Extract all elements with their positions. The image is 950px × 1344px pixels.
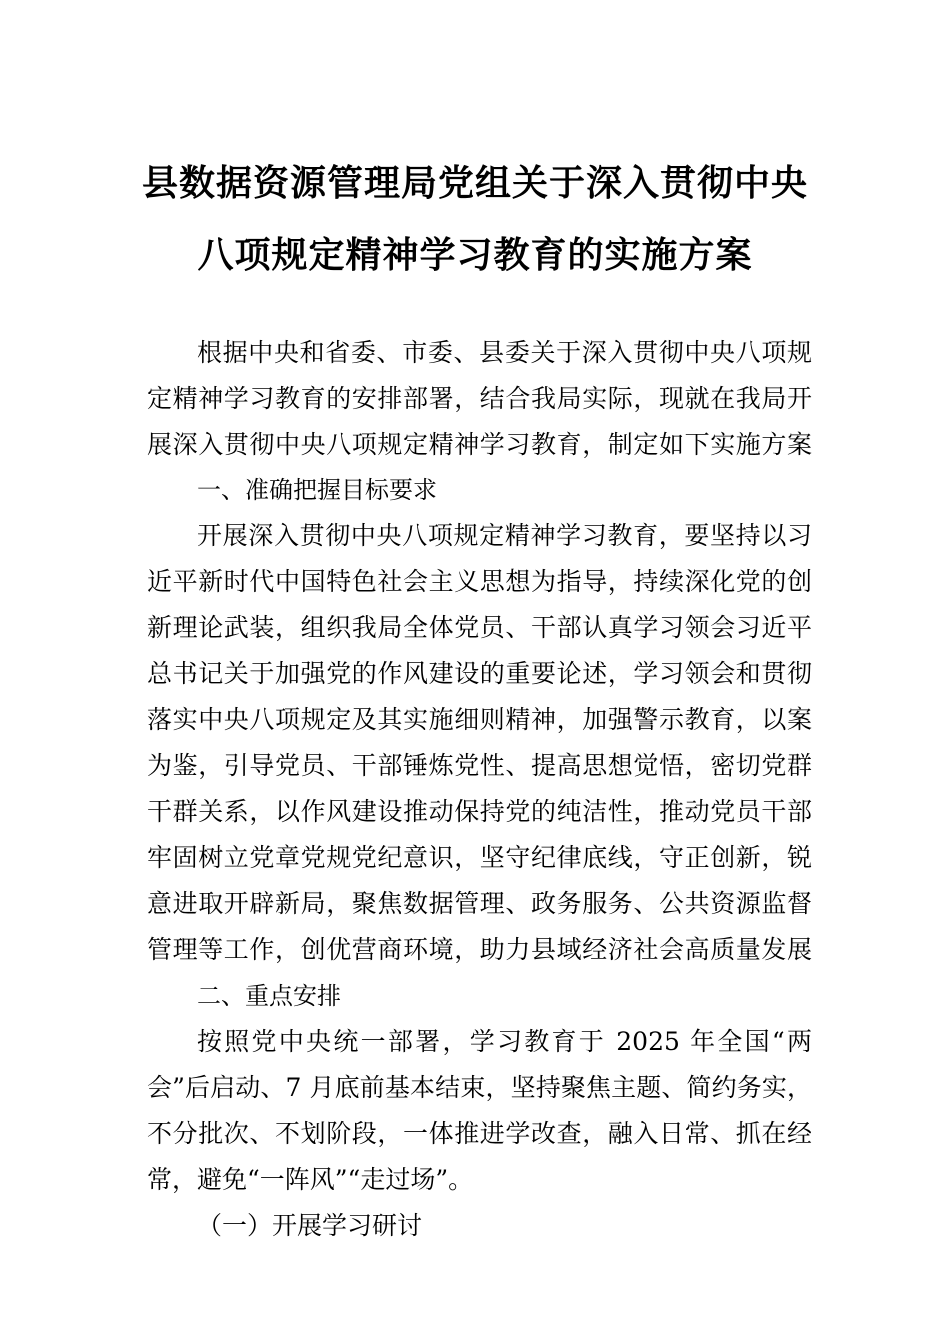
section-1-paragraph-line: 管理等工作，创优营商环境，助力县域经济社会高质量发展 [147,935,812,964]
section-1-paragraph-line: 落实中央八项规定及其实施细则精神，加强警示教育，以案 [147,705,812,734]
section-2-heading: 二、重点安排 [197,982,341,1010]
section-1-paragraph-line: 新理论武装，组织我局全体党员、干部认真学习领会习近平 [147,613,812,642]
section-2-paragraph-line: 常，避免“一阵风”“走过场”。 [147,1165,474,1194]
section-1-heading: 一、准确把握目标要求 [197,476,437,504]
document-title-line-2: 八项规定精神学习教育的实施方案 [197,235,753,276]
intro-line: 根据中央和省委、市委、县委关于深入贯彻中央八项规 [197,338,812,367]
intro-line: 展深入贯彻中央八项规定精神学习教育，制定如下实施方案 [147,430,812,459]
section-1-paragraph-line: 为鉴，引导党员、干部锤炼党性、提高思想觉悟，密切党群 [147,751,812,780]
section-2-paragraph-line: 按照党中央统一部署，学习教育于 2025 年全国“两 [197,1027,812,1056]
section-1-paragraph-line: 意进取开辟新局，聚焦数据管理、政务服务、公共资源监督 [147,889,812,918]
section-1-paragraph-line: 干群关系，以作风建设推动保持党的纯洁性，推动党员干部 [147,797,812,826]
document-title-line-1: 县数据资源管理局党组关于深入贯彻中央 [141,163,808,204]
section-2-subheading: （一）开展学习研讨 [197,1211,423,1240]
section-2-paragraph-line: 会”后启动、7 月底前基本结束，坚持聚焦主题、简约务实， [147,1073,812,1102]
section-1-paragraph-line: 总书记关于加强党的作风建设的重要论述，学习领会和贯彻 [147,659,812,688]
section-2-paragraph-line: 不分批次、不划阶段，一体推进学改查，融入日常、抓在经 [147,1119,812,1148]
section-1-paragraph-line: 开展深入贯彻中央八项规定精神学习教育，要坚持以习 [197,521,812,550]
intro-line: 定精神学习教育的安排部署，结合我局实际，现就在我局开 [147,384,812,413]
section-1-paragraph-line: 牢固树立党章党规党纪意识，坚守纪律底线，守正创新，锐 [147,843,812,872]
section-1-paragraph-line: 近平新时代中国特色社会主义思想为指导，持续深化党的创 [147,567,812,596]
